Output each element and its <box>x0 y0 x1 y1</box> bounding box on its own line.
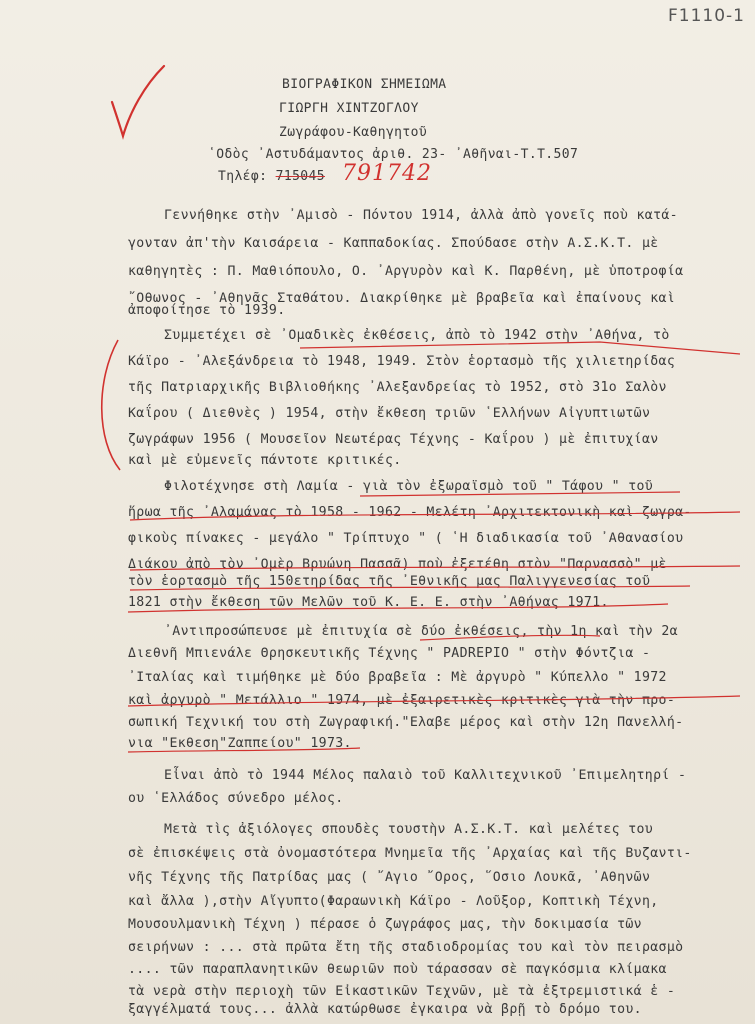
text-line: ῎Οθωνος - ᾿Αθηνᾶς Σταθάτου. Διακρίθηκε μὲ βραβεῖα καὶ ἐπαίνους καὶ <box>128 291 676 306</box>
text-line: Μετὰ τὶς ἀξιόλογες σπουδὲς τουστὴν Α.Σ.Κ.Τ. καὶ μελέτες του <box>164 822 654 837</box>
text-line: .... τῶν παραπλανητικῶν θεωριῶν ποὺ τάρασσαν σὲ παγκόσμια κλίμακα <box>128 962 667 977</box>
text-line: ᾿Ιταλίας καὶ τιμήθηκε μὲ δύο βραβεῖα : Μὲ ἀργυρὸ " Κύπελλο " 1972 <box>128 670 667 685</box>
phone-label: Τηλέφ: <box>218 169 268 184</box>
archive-number: F1110-1 <box>668 6 745 26</box>
text-line: γονταν ἀπ'τὴν Καισάρεια - Καππαδοκίας. Σπούδασε στὴν Α.Σ.Κ.Τ. μὲ <box>128 236 659 251</box>
text-line: Συμμετέχει σὲ ᾿Ομαδικὲς ἐκθέσεις, ἀπὸ τὸ 1942 στὴν ᾿Αθήνα, τὸ <box>164 328 670 343</box>
text-line: τῆς Πατριαρχικῆς Βιβλιοθήκης ᾿Αλεξανδρείας τὸ 1952, στὸ 31ο Σαλὸν <box>128 380 667 395</box>
phone-new-handwritten: 791742 <box>342 161 432 186</box>
person-name: ΓΙΩΡΓΗ ΧΙΝΤΖΟΓΛΟΥ <box>279 101 419 116</box>
text-line: Κάϊρο - ᾿Αλεξάνδρεια τὸ 1948, 1949. Στὸν ἑορτασμὸ τῆς χιλιετηρίδας <box>128 354 676 369</box>
text-line: Διάκου ἀπὸ τὸν ᾿Ομὲρ Βρυώνη Πασσᾶ) ποὺ ἐξετέθη στὸν "Παρνασσὸ" μὲ <box>128 557 667 572</box>
text-line: ξαγγέλματά τους... ἀλλὰ κατώρθωσε ἐγκαιρα νὰ βρῇ τὸ δρόμο του. <box>128 1002 642 1017</box>
text-line: Μουσουλμανικὴ Τέχνη ) πέρασε ὁ ζωγράφος μας, τὴν δοκιμασία τῶν <box>128 917 642 932</box>
text-line: νια "Εκθεση"Ζαππείου" 1973. <box>128 736 352 751</box>
text-line: Διεθνῆ Μπιενάλε Θρησκευτικῆς Τέχνης " PADREPIO " στὴν Φόντζια - <box>128 646 651 661</box>
phone-old: 715045 <box>275 169 325 184</box>
text-line: σὲ ἐπισκέψεις στὰ ὀνομαστότερα Μνημεῖα τῆς ᾿Αρχαίας καὶ τῆς Βυζαντι- <box>128 846 692 861</box>
text-line: καὶ ἀργυρὸ " Μετάλλιο " 1974, μὲ ἐξαιρετικὲς κριτικὲς γιὰ τὴν προ- <box>128 693 676 708</box>
profession: Ζωγράφου-Καθηγητοῦ <box>279 125 428 140</box>
text-line: ζωγράφων 1956 ( Μουσεῖον Νεωτέρας Τέχνης - Καΐρου ) μὲ ἐπιτυχίαν <box>128 432 659 447</box>
text-line: καὶ μὲ εὐμενεῖς πάντοτε κριτικές. <box>128 453 402 468</box>
text-line: Γεννήθηκε στὴν ᾿Αμισὸ - Πόντου 1914, ἀλλὰ ἀπὸ γονεῖς ποὺ κατά- <box>164 208 678 223</box>
text-line: ᾿Αντιπροσώπευσε μὲ ἐπιτυχία σὲ δύο ἐκθέσεις, τὴν 1η καὶ τὴν 2α <box>164 624 678 639</box>
text-line: τὸν ἑορτασμὸ τῆς 150ετηρίδας τῆς ᾿Εθνικῆς μας Παλιγγενεσίας τοῦ <box>128 574 651 589</box>
text-line: καὶ ἄλλα ),στὴν Αἴγυπτο(Φαραωνικὴ Κάϊρο - Λοῦξορ, Κοπτικὴ Τέχνη, <box>128 894 659 909</box>
text-line: τὰ νερὰ στὴν περιοχὴ τῶν Εἰκαστικῶν Τεχνῶν, μὲ τὰ ἐξτρεμιστικά ἑ - <box>128 984 676 999</box>
text-line: ἀποφοίτησε τὸ 1939. <box>128 303 286 318</box>
text-line: Φιλοτέχνησε στὴ Λαμία - γιὰ τὸν ἐξωραϊσμὸ τοῦ " Τάφου " τοῦ <box>164 479 654 494</box>
text-line: σωπική Τεχνική του στὴ Ζωγραφική."Ελαβε μέρος καὶ στὴν 12η Πανελλή- <box>128 715 684 730</box>
text-line: Καΐρου ( Διεθνὲς ) 1954, στὴν ἔκθεση τριῶν ῾Ελλήνων Αἰγυπτιωτῶν <box>128 406 651 421</box>
red-checkmark <box>108 62 168 142</box>
address: ῾Οδὸς ᾿Αστυδάμαντος ἀριθ. 23- ᾿Αθῆναι-Τ.Τ.507 <box>208 147 579 162</box>
text-line: ου ῾Ελλάδος σύνεδρο μέλος. <box>128 791 344 806</box>
text-line: 1821 στὴν ἔκθεση τῶν Μελῶν τοῦ Κ. Ε. Ε. στὴν ᾿Αθήνας 1971. <box>128 595 609 610</box>
text-line: σειρήνων : ... στὰ πρῶτα ἔτη τῆς σταδιοδρομίας του καὶ τὸν πειρασμὸ <box>128 940 684 955</box>
text-line: ἥρωα τῆς ᾿Αλαμάνας τὸ 1958 - 1962 - Μελέτη ᾿Αρχιτεκτονικὴ καὶ ζωγρα- <box>128 505 692 520</box>
text-line: Εἶναι ἀπὸ τὸ 1944 Μέλος παλαιὸ τοῦ Καλλιτεχνικοῦ ᾿Επιμελητηρί - <box>164 768 687 783</box>
text-line: καθηγητὲς : Π. Μαθιόπουλο, Ο. ᾿Αργυρὸν καὶ Κ. Παρθένη, μὲ ὑποτροφία <box>128 264 684 279</box>
phone-line <box>218 169 325 184</box>
text-line: φικοὺς πίνακες - μεγάλο " Τρίπτυχο " ( ῾Η διαδικασία τοῦ ᾿Αθανασίου <box>128 531 684 546</box>
text-line: νῆς Τέχνης τῆς Πατρίδας μας ( ῎Αγιο ῎Ορος, ῞Οσιο Λουκᾶ, ᾿Αθηνῶν <box>128 870 651 885</box>
doc-title: ΒΙΟΓΡΑΦΙΚΟΝ ΣΗΜΕΙΩΜΑ <box>282 77 447 92</box>
